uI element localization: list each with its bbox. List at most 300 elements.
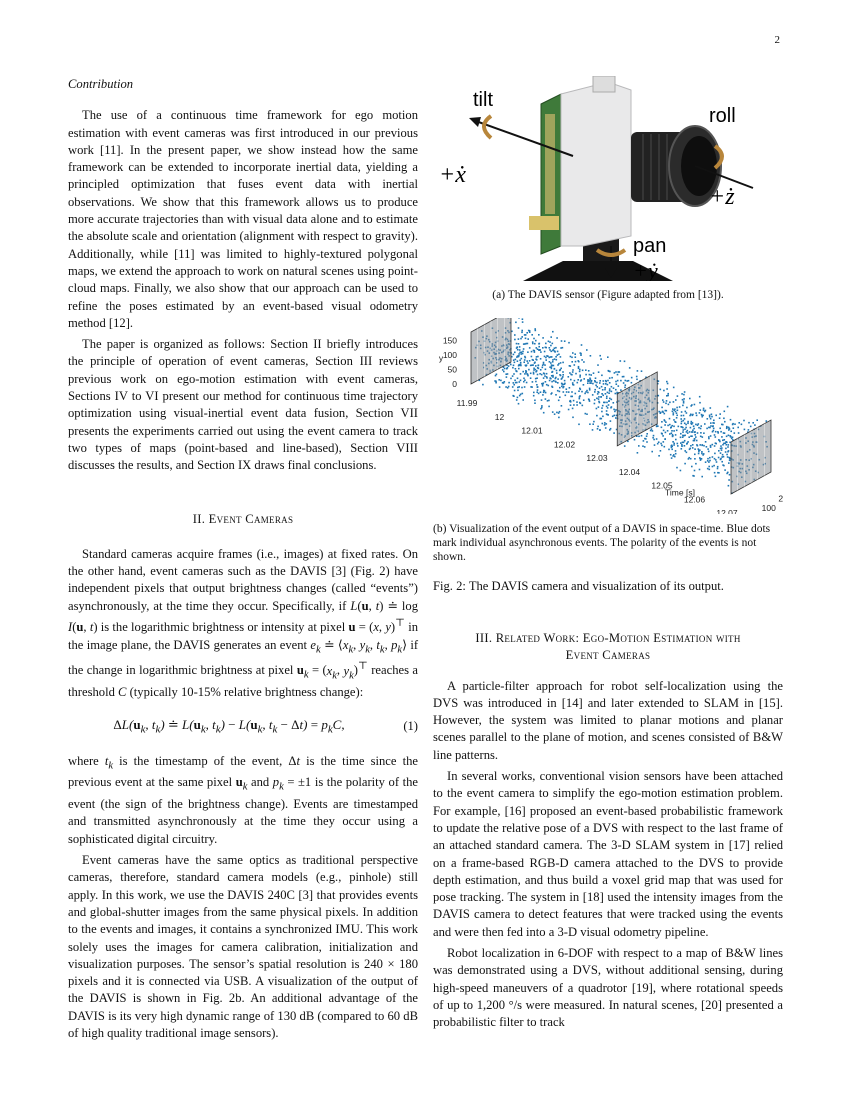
event-point (519, 395, 521, 397)
davis-sensor-figure (433, 76, 783, 281)
event-point (684, 423, 686, 425)
event-point (533, 350, 535, 352)
event-point (692, 447, 694, 449)
event-point (581, 359, 583, 361)
time-tick-label: 12.03 (586, 453, 608, 464)
event-point (625, 385, 627, 387)
event-point (709, 416, 711, 418)
event-point (566, 391, 568, 393)
event-point (734, 433, 736, 435)
event-point (666, 400, 668, 402)
event-point (607, 392, 609, 394)
event-point (705, 462, 707, 464)
event-point (596, 415, 598, 417)
event-point (555, 356, 557, 358)
event-point (715, 436, 717, 438)
event-point (559, 391, 561, 393)
event-point (710, 425, 712, 427)
event-point (607, 357, 609, 359)
event-point (520, 380, 522, 382)
event-point (516, 371, 518, 373)
event-point (510, 378, 512, 380)
event-point (604, 422, 606, 424)
event-point (538, 346, 540, 348)
event-point (544, 390, 546, 392)
event-point (699, 450, 701, 452)
event-point (602, 395, 604, 397)
time-tick-label: 12.01 (521, 425, 543, 436)
event-point (726, 454, 728, 456)
event-point (597, 365, 599, 367)
event-point (518, 386, 520, 388)
event-point (600, 396, 602, 398)
event-point (683, 415, 685, 417)
event-point (566, 389, 568, 391)
event-point (613, 402, 615, 404)
event-point (718, 450, 720, 452)
event-point (545, 369, 547, 371)
event-point (700, 432, 702, 434)
event-point (752, 422, 754, 424)
event-point (608, 400, 610, 402)
event-point (726, 473, 728, 475)
event-point (571, 391, 573, 393)
event-point (516, 347, 518, 349)
event-point (546, 376, 548, 378)
event-point (543, 373, 545, 375)
text-run: reaches a threshold (68, 663, 418, 700)
event-point (672, 436, 674, 438)
event-point (713, 465, 715, 467)
event-point (522, 322, 524, 324)
event-point (563, 386, 565, 388)
event-point (560, 362, 562, 364)
event-point (641, 435, 643, 437)
event-point (708, 466, 710, 468)
event-point (545, 399, 547, 401)
event-point (590, 383, 592, 385)
event-point (527, 363, 529, 365)
event-point (602, 405, 604, 407)
event-point (601, 393, 603, 395)
event-point (701, 414, 703, 416)
related-work-paragraph-1: A particle-filter approach for robot self-localization using the DVS was introduced in [14] and later extended to SLAM in [15]. However, the system was limited to planar motions and planar scenes parallel to the plane of motion, and scenes consisted of B&W line patterns. (433, 678, 783, 762)
event-point (718, 457, 720, 459)
event-point (558, 354, 560, 356)
event-point (608, 370, 610, 372)
event-point (543, 378, 545, 380)
event-point (599, 430, 601, 432)
event-point (572, 369, 574, 371)
event-point (507, 387, 509, 389)
event-point (673, 444, 675, 446)
event-point (676, 430, 678, 432)
event-point (691, 436, 693, 438)
event-point (684, 450, 686, 452)
event-point (530, 373, 532, 375)
event-point (581, 344, 583, 346)
event-point (687, 423, 689, 425)
event-point (724, 421, 726, 423)
event-point (699, 457, 701, 459)
contribution-subheading: Contribution (68, 77, 134, 91)
related-work-paragraph-3 (433, 945, 783, 1031)
event-point (533, 372, 535, 374)
event-point (666, 388, 668, 390)
event-point (683, 402, 685, 404)
event-point (513, 382, 515, 384)
event-point (517, 387, 519, 389)
event-point (673, 401, 675, 403)
time-tick-label: 12.07 (716, 508, 738, 515)
event-point (517, 349, 519, 351)
event-point (524, 386, 526, 388)
event-point (606, 398, 608, 400)
time-axis-label: Time [s] (665, 487, 695, 498)
event-point (680, 426, 682, 428)
event-point (534, 352, 536, 354)
event-point (604, 387, 606, 389)
event-point (545, 343, 547, 345)
event-point (676, 407, 678, 409)
event-point (505, 386, 507, 388)
event-point (713, 428, 715, 430)
related-work-paragraph-2: In several works, conventional vision sensors have been attached to the event camera to simplify the ego-motion estimation problem. For example, [16] proposed an event-based probabilistic framework to update the relative pose of a DVS with respect to the last frame of an attached standard camera. The 3-D SLAM system in [17] relied on a frame-based RGB-D camera attached to the DVS to provide depth estimation, and thus build a voxel grid map that was used for pose tracking. The system in [18] used the intensity images from the DAVIS camera to detect features that were tracked using the events and were then fed into a 3-D visual odometry pipeline. (433, 769, 783, 939)
event-point (520, 362, 522, 364)
event-point (550, 356, 552, 358)
event-point (662, 400, 664, 402)
event-point (715, 443, 717, 445)
event-point (714, 445, 716, 447)
event-point (583, 384, 585, 386)
z-dot-label: +ż (709, 184, 735, 210)
event-spacetime-plot (433, 318, 783, 514)
event-point (525, 372, 527, 374)
event-point (539, 343, 541, 345)
event-point (595, 378, 597, 380)
event-point (529, 360, 531, 362)
equation-number: (1) (403, 719, 418, 734)
event-point (505, 374, 507, 376)
event-point (577, 379, 579, 381)
event-point (514, 339, 516, 341)
event-point (598, 399, 600, 401)
event-point (556, 412, 558, 414)
event-point (537, 390, 539, 392)
event-point (694, 438, 696, 440)
event-point (500, 380, 502, 382)
event-point (564, 341, 566, 343)
event-point (720, 446, 722, 448)
event-point (700, 436, 702, 438)
event-point (680, 433, 682, 435)
event-point (682, 399, 684, 401)
event-point (550, 351, 552, 353)
event-point (610, 428, 612, 430)
event-point (704, 411, 706, 413)
event-point (554, 368, 556, 370)
event-point (585, 374, 587, 376)
time-tick-label: 12.05 (651, 480, 673, 491)
event-point (681, 423, 683, 425)
event-point (520, 338, 522, 340)
event-point (519, 360, 521, 362)
event-point (675, 411, 677, 413)
event-point (713, 430, 715, 432)
event-point (519, 352, 521, 354)
event-point (549, 380, 551, 382)
event-point (548, 341, 550, 343)
event-point (631, 377, 633, 379)
rotation-speed: 1,200 °/s (476, 997, 523, 1012)
event-point (728, 444, 730, 446)
event-point (532, 359, 534, 361)
event-point (551, 365, 553, 367)
event-point (561, 378, 563, 380)
event-point (703, 410, 705, 412)
text-run: Event cameras have the same optics as traditional perspective cameras, therefore, standard camera models (e.g., pinhole) still apply. In this work, we use the DAVIS 240C [3] that provides events and global-shutter images from the same physical pixels. In addition to the events and images, it contains a synchronized IMU. This work solely uses the images for camera calibration, initialization and visualization purposes. The sensor’s spatial resolution is (68, 853, 418, 971)
event-point (662, 412, 664, 414)
event-point (672, 411, 674, 413)
event-point (606, 410, 608, 412)
event-point (516, 382, 518, 384)
event-point (709, 427, 711, 429)
event-point (620, 360, 622, 362)
event-point (688, 437, 690, 439)
text-run: is the timestamp of the event, (113, 753, 289, 768)
event-point (600, 359, 602, 361)
event-point (556, 370, 558, 372)
event-point (697, 432, 699, 434)
event-point (687, 433, 689, 435)
event-point (558, 417, 560, 419)
event-point (482, 384, 484, 386)
event-point (684, 429, 686, 431)
event-point (544, 365, 546, 367)
event-point (724, 470, 726, 472)
event-point (541, 374, 543, 376)
event-point (558, 400, 560, 402)
event-point (669, 418, 671, 420)
event-point (727, 451, 729, 453)
event-point (532, 343, 534, 345)
event-point (709, 415, 711, 417)
event-point (530, 386, 532, 388)
event-point (533, 373, 535, 375)
event-point (658, 442, 660, 444)
event-point (660, 443, 662, 445)
event-point (663, 390, 665, 392)
y-tick-label: 100 (442, 350, 457, 361)
event-point (604, 402, 606, 404)
event-point (517, 378, 519, 380)
event-point (664, 439, 666, 441)
text-run: Standard cameras acquire frames (i.e., images) at fixed rates. On the other hand, event cameras such as the DAVIS [3] (Fig. 2) have independent pixels that output brightness changes (called “events”) asynchronously, at the time they occur. Specifically, if (68, 546, 418, 613)
event-point (535, 340, 537, 342)
section-2-heading (68, 511, 418, 528)
event-point (592, 429, 594, 431)
event-point (580, 380, 582, 382)
event-point (516, 357, 518, 359)
event-point (663, 430, 665, 432)
event-point (599, 388, 601, 390)
x-dot-label: +ẋ (439, 162, 466, 188)
event-point (683, 420, 685, 422)
event-point (723, 418, 725, 420)
event-point (748, 422, 750, 424)
event-point (608, 393, 610, 395)
event-point (563, 391, 565, 393)
event-point (588, 399, 590, 401)
event-point (658, 395, 660, 397)
event-point (641, 371, 643, 373)
event-point (689, 449, 691, 451)
math-event: $e_k$ (310, 637, 321, 656)
event-point (518, 343, 520, 345)
event-point (592, 383, 594, 385)
time-tick-label: 12.04 (618, 467, 641, 478)
event-point (661, 445, 663, 447)
event-point (683, 401, 685, 403)
event-point (558, 413, 560, 415)
event-point (696, 415, 698, 417)
event-point (555, 347, 557, 349)
event-point (693, 428, 695, 430)
event-point (521, 358, 523, 360)
math-threshold: C (118, 685, 127, 700)
event-point (728, 463, 730, 465)
y-axis-label: y (438, 353, 444, 364)
event-point (652, 437, 654, 439)
event-point (694, 454, 696, 456)
event-point (611, 386, 613, 388)
event-point (664, 424, 666, 426)
event-point (533, 338, 535, 340)
event-point (536, 378, 538, 380)
event-point (543, 412, 545, 414)
event-point (552, 343, 554, 345)
event-point (601, 411, 603, 413)
event-point (656, 438, 658, 440)
camera-housing (561, 82, 631, 246)
event-point (667, 393, 669, 395)
event-point (668, 404, 670, 406)
event-point (715, 431, 717, 433)
event-point (717, 466, 719, 468)
event-point (672, 409, 674, 411)
event-point (618, 386, 620, 388)
event-point (601, 408, 603, 410)
event-point (577, 360, 579, 362)
event-point (568, 409, 570, 411)
event-point (572, 408, 574, 410)
event-point (662, 435, 664, 437)
event-point (532, 381, 534, 383)
event-point (581, 391, 583, 393)
event-point (730, 436, 732, 438)
event-point (593, 421, 595, 423)
event-point (707, 458, 709, 460)
event-point (697, 425, 699, 427)
event-point (527, 352, 529, 354)
event-point (613, 433, 615, 435)
event-point (695, 437, 697, 439)
event-point (532, 342, 534, 344)
event-point (671, 449, 673, 451)
event-point (675, 434, 677, 436)
time-tick-label: 11.99 (456, 398, 478, 409)
housing-top (593, 76, 615, 92)
event-point (587, 381, 589, 383)
event-point (738, 432, 740, 434)
event-point (499, 387, 501, 389)
event-point (538, 368, 540, 370)
event-point (536, 356, 538, 358)
event-point (535, 365, 537, 367)
event-point (665, 432, 667, 434)
event-cameras-paragraph-2: where $t_k$ is the timestamp of the event, Δt is the time since the previous event at the same pixel $u_k$ and $p_k = \pm 1$ is the polarity of the event (the sign of the brightness change). Events are timestamped and transmitted asynchronously at the time they occur using a sophisticated digital circuitry. (68, 753, 419, 846)
event-point (663, 401, 665, 403)
x-tick-label: 100 (761, 503, 776, 514)
event-point (707, 449, 709, 451)
event-point (710, 418, 712, 420)
event-point (708, 436, 710, 438)
event-point (702, 454, 704, 456)
event-point (590, 355, 592, 357)
event-point (664, 420, 666, 422)
event-point (574, 364, 576, 366)
event-point (681, 415, 683, 417)
event-point (766, 421, 768, 423)
event-point (503, 371, 505, 373)
event-point (572, 352, 574, 354)
event-point (557, 390, 559, 392)
event-point (646, 433, 648, 435)
event-point (677, 396, 679, 398)
event-point (596, 398, 598, 400)
event-point (535, 381, 537, 383)
event-point (525, 338, 527, 340)
event-point (526, 361, 528, 363)
event-point (526, 332, 528, 334)
event-point (524, 343, 526, 345)
event-point (748, 429, 750, 431)
event-point (685, 427, 687, 429)
event-point (706, 428, 708, 430)
event-point (719, 428, 721, 430)
event-point (636, 379, 638, 381)
time-tick-label: 12 (494, 412, 505, 423)
event-point (596, 386, 598, 388)
event-point (549, 378, 551, 380)
event-point (728, 479, 730, 481)
event-point (536, 359, 538, 361)
event-point (544, 376, 546, 378)
event-point (604, 389, 606, 391)
event-point (654, 445, 656, 447)
event-point (552, 361, 554, 363)
event-point (529, 330, 531, 332)
event-point (643, 440, 645, 442)
event-point (602, 389, 604, 391)
event-point (525, 370, 527, 372)
event-point (602, 423, 604, 425)
event-point (564, 383, 566, 385)
event-point (519, 346, 521, 348)
event-point (605, 380, 607, 382)
event-point (570, 400, 572, 402)
event-point (559, 374, 561, 376)
